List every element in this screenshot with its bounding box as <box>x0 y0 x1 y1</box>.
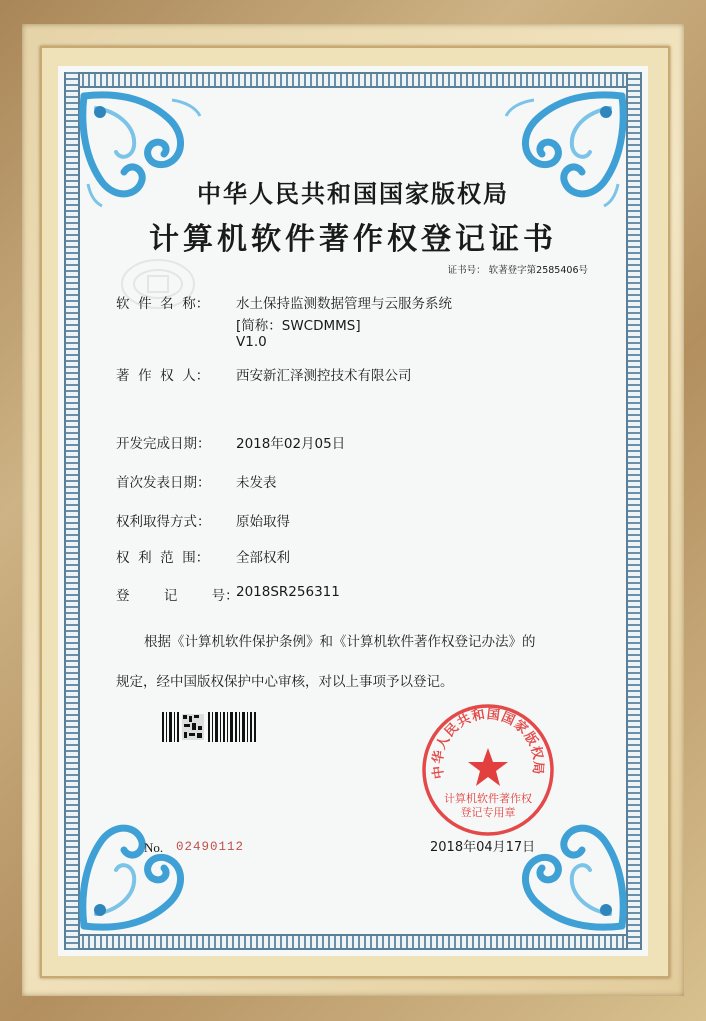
certificate-paper <box>58 66 648 956</box>
corner-scroll-ornament-icon <box>76 814 206 934</box>
software-name-value: 水土保持监测数据管理与云服务系统 <box>236 296 452 312</box>
software-name-label: 软 件 名 称： <box>116 296 210 312</box>
certificate-title: 计算机软件著作权登记证书 <box>149 222 557 257</box>
copyright-owner-label: 著 作 权 人： <box>116 368 210 384</box>
first-publication-date-value: 未发表 <box>236 475 277 491</box>
official-seal <box>418 700 558 840</box>
software-abbreviation-value: [简称：SWCDMMS] <box>236 318 361 334</box>
serial-number-value: 02490112 <box>176 840 245 854</box>
first-publication-date-label: 首次发表日期： <box>116 475 211 491</box>
acquisition-method-label: 权利取得方式： <box>116 514 211 530</box>
greek-key-border-bottom <box>64 934 642 950</box>
development-date-label: 开发完成日期： <box>116 436 211 452</box>
development-date-value: 2018年02月05日 <box>236 436 346 452</box>
serial-number-label: No. <box>144 840 164 855</box>
seal-ring-text: 中华人民共和国国家版权局 <box>430 707 546 780</box>
registration-number-value: 2018SR256311 <box>236 584 340 600</box>
rights-scope-value: 全部权利 <box>236 550 290 566</box>
barcode-icon <box>162 712 256 742</box>
copyright-owner-value: 西安新汇泽测控技术有限公司 <box>236 368 412 384</box>
issuing-agency-heading: 中华人民共和国国家版权局 <box>197 179 509 208</box>
software-version-value: V1.0 <box>236 334 267 350</box>
certificate-number: 证书号： 软著登字第2585406号 <box>447 265 588 276</box>
seal-line2: 登记专用章 <box>460 806 516 819</box>
rights-scope-label: 权 利 范 围： <box>116 550 210 566</box>
seal-star-icon <box>468 748 508 786</box>
issue-date: 2018年04月17日 <box>430 840 536 855</box>
legal-basis-paragraph-line2: 规定，经中国版权保护中心审核，对以上事项予以登记。 <box>116 674 454 690</box>
seal-line1: 计算机软件著作权 <box>444 792 532 805</box>
registration-number-label: 登 记 号： <box>116 588 239 604</box>
greek-key-border-top <box>64 72 642 88</box>
legal-basis-paragraph-line1: 根据《计算机软件保护条例》和《计算机软件著作权登记办法》的 <box>144 634 536 650</box>
acquisition-method-value: 原始取得 <box>236 514 290 530</box>
